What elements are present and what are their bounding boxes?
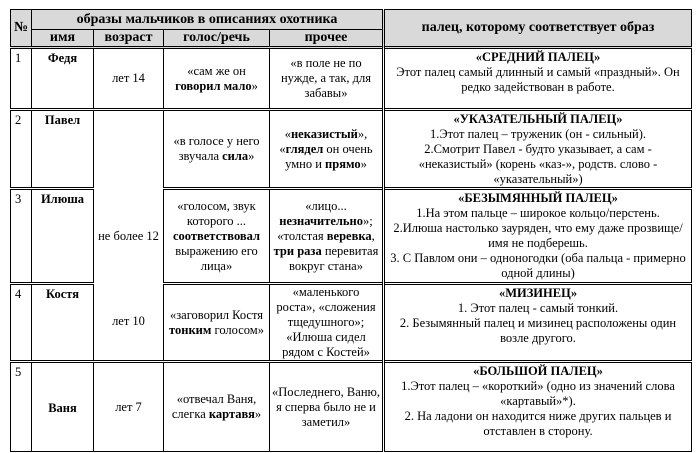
row-num: 3 xyxy=(11,189,32,284)
row-voice: «сам же он говорил мало» xyxy=(164,48,270,110)
row-voice: «отвечал Ваня, слегка картавя» xyxy=(164,362,270,452)
row-other: «маленького роста», «сложения тщедушного»; «Илюша сидел рядом с Костей» xyxy=(270,284,384,362)
row-age: лет 10 xyxy=(94,284,164,362)
row-voice: «голосом, звук которого ... соответствовал выражению его лица» xyxy=(164,189,270,284)
row-voice: «заговорил Костя тонким голосом» xyxy=(164,284,270,362)
row-num: 5 xyxy=(11,362,32,452)
comparison-table xyxy=(10,9,692,452)
row-voice: «в голосе у него звучала сила» xyxy=(164,110,270,189)
row-age: лет 14 xyxy=(94,48,164,110)
header-col-age: возраст xyxy=(94,30,164,48)
row-finger: «СРЕДНИЙ ПАЛЕЦ» Этот палец самый длинный и самый «праздный». Он редко задействован в работе. xyxy=(384,48,692,110)
row-name: Костя xyxy=(32,284,94,362)
row-finger: «БЕЗЫМЯННЫЙ ПАЛЕЦ» 1.На этом пальце – широкое кольцо/перстень. 2.Илюша настолько зауряден, что ему даже прозвище/имя не подберешь. 3. С Павлом они – одноногодки (оба пальца - примерно одной длины) xyxy=(384,189,692,284)
row-finger: «МИЗИНЕЦ» 1. Этот палец - самый тонкий. 2. Безымянный палец и мизинец расположены один возле другого. xyxy=(384,284,692,362)
table-row xyxy=(11,362,692,452)
row-num: 4 xyxy=(11,284,32,362)
row-finger: «УКАЗАТЕЛЬНЫЙ ПАЛЕЦ» 1.Этот палец – труженик (он - сильный). 2.Смотрит Павел - будто указывает, а сам - «неказистый» (корень «каз-», родств. слово - «указательный») xyxy=(384,110,692,189)
row-num: 2 xyxy=(11,110,32,189)
table-row xyxy=(11,110,692,189)
header-finger-title: палец, которому соответствует образ xyxy=(384,10,692,48)
row-name: Павел xyxy=(32,110,94,189)
row-num: 1 xyxy=(11,48,32,110)
row-name: Федя xyxy=(32,48,94,110)
row-age: лет 7 xyxy=(94,362,164,452)
row-name: Ваня xyxy=(32,362,94,452)
header-col-voice: голос/речь xyxy=(164,30,270,48)
table-row xyxy=(11,189,692,284)
row-finger: «БОЛЬШОЙ ПАЛЕЦ» 1.Этот палец – «короткий» (одно из значений слова «картавый»*). 2. На ладони он находится ниже других пальцев и отставлен в сторону. xyxy=(384,362,692,452)
table-row xyxy=(11,284,692,362)
header-col-name: имя xyxy=(32,30,94,48)
header-col-other: прочее xyxy=(270,30,384,48)
row-other: «неказистый», «глядел он очень умно и прямо» xyxy=(270,110,384,189)
row-other: «в поле не по нужде, а так, для забавы» xyxy=(270,48,384,110)
row-age xyxy=(94,110,164,189)
row-other: «лицо... незначительно»; «толстая веревка, три раза перевитая вокруг стана» xyxy=(270,189,384,284)
row-age: не более 12 xyxy=(94,189,164,284)
header-images-title: образы мальчиков в описаниях охотника xyxy=(32,10,384,30)
document-table-wrap xyxy=(10,9,691,446)
row-name: Илюша xyxy=(32,189,94,284)
row-other: «Последнего, Ваню, я сперва было не и заметил» xyxy=(270,362,384,452)
table-row xyxy=(11,48,692,110)
header-num: № xyxy=(11,10,32,48)
